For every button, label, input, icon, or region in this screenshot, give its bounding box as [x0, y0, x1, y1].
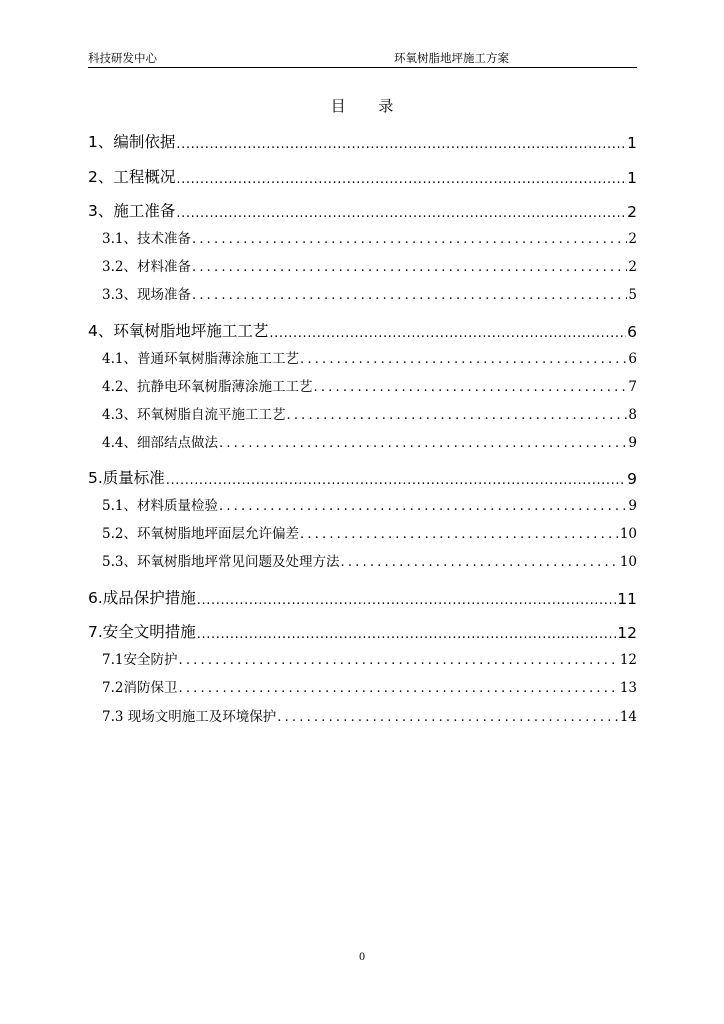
toc-dot-leader [277, 710, 619, 725]
toc-dot-leader [269, 326, 626, 341]
toc-dot-leader [176, 206, 626, 221]
header-organization: 科技研发中心 [88, 51, 157, 65]
toc-entry[interactable] [88, 227, 637, 247]
toc-entry-page-number: 12 [619, 652, 637, 668]
toc-entry-title: 5.质量标准 [88, 469, 165, 487]
toc-entry-title: 4.1、普通环氧树脂薄涂施工工艺 [102, 351, 299, 367]
toc-dot-leader [219, 499, 627, 514]
toc-entry-title: 3.1、技术准备 [102, 231, 191, 247]
toc-entry-title: 3、施工准备 [88, 202, 176, 220]
toc-entry[interactable] [88, 586, 637, 608]
toc-entry[interactable] [88, 705, 637, 725]
toc-entry-page-number: 9 [628, 498, 637, 514]
toc-entry-page-number: 2 [628, 259, 637, 275]
toc-entry-title: 7.安全文明措施 [88, 623, 196, 641]
toc-entry-title: 7.2消防保卫 [102, 680, 178, 696]
toc-entry-title: 7.1安全防护 [102, 652, 178, 668]
toc-entry-title: 2、工程概况 [88, 168, 176, 186]
toc-entry[interactable] [88, 347, 637, 367]
toc-entry[interactable] [88, 165, 637, 187]
toc-entry-title: 1、编制依据 [88, 133, 176, 151]
toc-entry-page-number: 9 [628, 435, 637, 451]
toc-entry-page-number: 14 [619, 709, 637, 725]
toc-dot-leader [313, 380, 627, 395]
toc-entry[interactable] [88, 375, 637, 395]
toc-entry-page-number: 10 [619, 554, 637, 570]
toc-entry[interactable] [88, 676, 637, 696]
header-document-title: 环氧树脂地坪施工方案 [394, 51, 509, 65]
toc-entry[interactable] [88, 255, 637, 275]
toc-entry-page-number: 1 [627, 134, 637, 152]
toc-entry-title: 5.1、材料质量检验 [102, 498, 218, 514]
toc-dot-leader [178, 681, 618, 696]
toc-entry-title: 3.3、现场准备 [102, 287, 191, 303]
toc-entry-page-number: 7 [628, 379, 637, 395]
toc-entry-title: 5.2、环氧树脂地坪面层允许偏差 [102, 526, 299, 542]
toc-dot-leader [340, 555, 618, 570]
toc-dot-leader [219, 436, 627, 451]
toc-entry[interactable] [88, 130, 637, 152]
toc-dot-leader [197, 627, 616, 642]
toc-entry-title: 5.3、环氧树脂地坪常见问题及处理方法 [102, 554, 340, 570]
toc-entry[interactable] [88, 319, 637, 341]
toc-entry-page-number: 10 [619, 526, 637, 542]
toc-entry-page-number: 12 [617, 624, 637, 642]
toc-entry-title: 7.3 现场文明施工及环境保护 [102, 709, 277, 725]
toc-entry[interactable] [88, 403, 637, 423]
toc-entry[interactable] [88, 466, 637, 488]
toc-dot-leader [192, 232, 627, 247]
toc-entry-page-number: 9 [627, 470, 637, 488]
toc-entry[interactable] [88, 648, 637, 668]
toc-entry[interactable] [88, 522, 637, 542]
toc-dot-leader [197, 593, 616, 608]
toc-entry-page-number: 2 [628, 231, 637, 247]
toc-dot-leader [192, 288, 627, 303]
toc-entry-title: 4、环氧树脂地坪施工工艺 [88, 322, 269, 340]
toc-dot-leader [176, 172, 626, 187]
toc-entry[interactable] [88, 620, 637, 642]
toc-dot-leader [286, 408, 627, 423]
toc-entry-page-number: 13 [619, 680, 637, 696]
toc-entry-page-number: 5 [628, 287, 637, 303]
toc-dot-leader [176, 137, 626, 152]
toc-dot-leader [178, 653, 618, 668]
toc-entry-page-number: 2 [627, 203, 637, 221]
toc-heading: 目 录 [330, 97, 408, 115]
toc-dot-leader [166, 473, 626, 488]
page-header [88, 50, 637, 68]
toc-entry-page-number: 1 [627, 169, 637, 187]
toc-entry[interactable] [88, 283, 637, 303]
toc-entry-title: 4.3、环氧树脂自流平施工工艺 [102, 407, 286, 423]
toc-entry[interactable] [88, 199, 637, 221]
toc-entry-title: 3.2、材料准备 [102, 259, 191, 275]
toc-entry[interactable] [88, 550, 637, 570]
toc-entry-title: 4.4、细部结点做法 [102, 435, 218, 451]
toc-entry-page-number: 11 [617, 590, 637, 608]
toc-dot-leader [300, 527, 619, 542]
page-number: 0 [358, 952, 366, 963]
toc-entry[interactable] [88, 431, 637, 451]
toc-dot-leader [192, 260, 627, 275]
toc-entry-page-number: 6 [627, 323, 637, 341]
toc-entry-title: 4.2、抗静电环氧树脂薄涂施工工艺 [102, 379, 313, 395]
toc-entry[interactable] [88, 494, 637, 514]
toc-dot-leader [300, 352, 627, 367]
toc-entry-title: 6.成品保护措施 [88, 589, 196, 607]
toc-entry-page-number: 6 [628, 351, 637, 367]
toc-entry-page-number: 8 [628, 407, 637, 423]
